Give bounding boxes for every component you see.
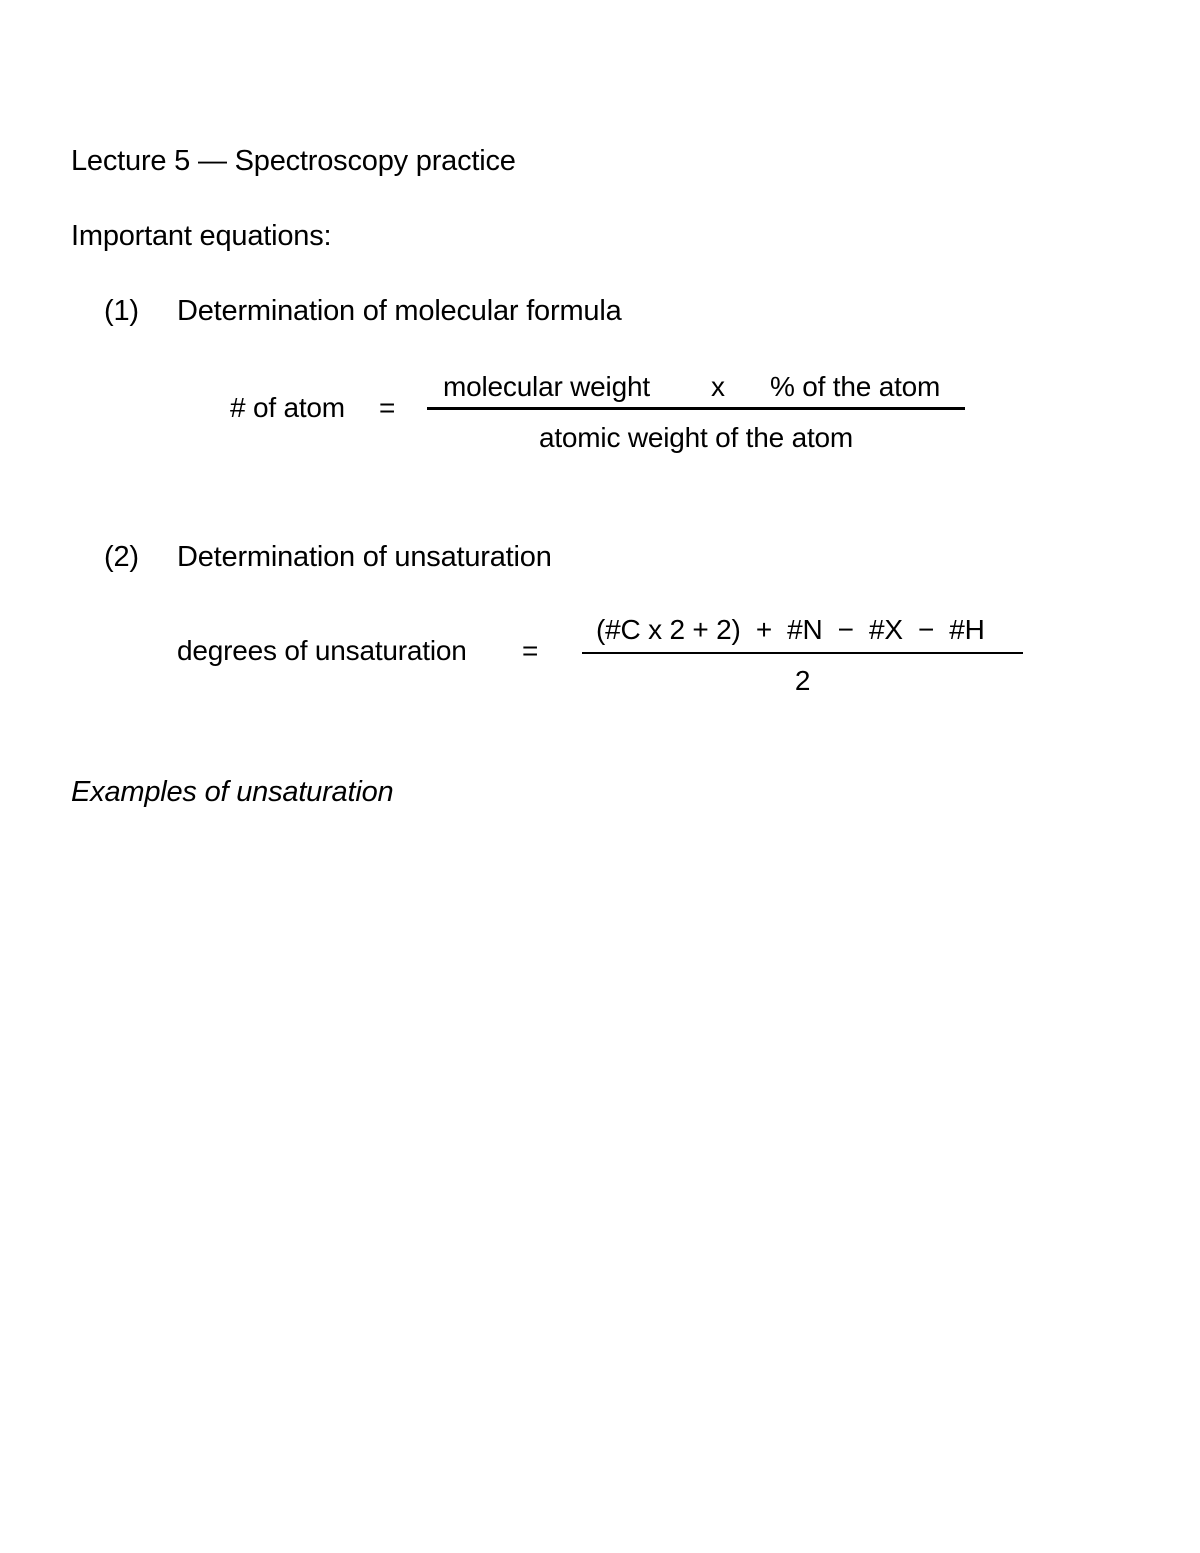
- equation-2-numerator: (#C x 2 + 2) + #N − #X − #H: [596, 614, 985, 645]
- equation-1-numerator-term-1: molecular weight: [443, 371, 650, 402]
- equation-2-denominator: 2: [794, 665, 811, 696]
- equation-2-lhs: degrees of unsaturation: [177, 635, 467, 666]
- section-1-heading: Determination of molecular formula: [177, 295, 622, 327]
- examples-heading: Examples of unsaturation: [71, 776, 394, 808]
- equation-1-lhs: # of atom: [230, 392, 345, 423]
- equation-1-fraction-bar: [427, 407, 965, 410]
- equation-1-numerator-operator: x: [711, 371, 725, 402]
- equation-2-fraction-bar: [582, 652, 1023, 654]
- equation-1-equals: =: [379, 392, 396, 423]
- section-2-number: (2): [104, 541, 139, 573]
- section-2-heading: Determination of unsaturation: [177, 541, 552, 573]
- section-subtitle: Important equations:: [71, 220, 332, 252]
- equation-2-equals: =: [522, 635, 539, 666]
- equation-1-denominator: atomic weight of the atom: [538, 422, 854, 453]
- equation-1-numerator-term-2: % of the atom: [770, 371, 941, 402]
- page-title: Lecture 5 — Spectroscopy practice: [71, 145, 516, 177]
- section-1-number: (1): [104, 295, 139, 327]
